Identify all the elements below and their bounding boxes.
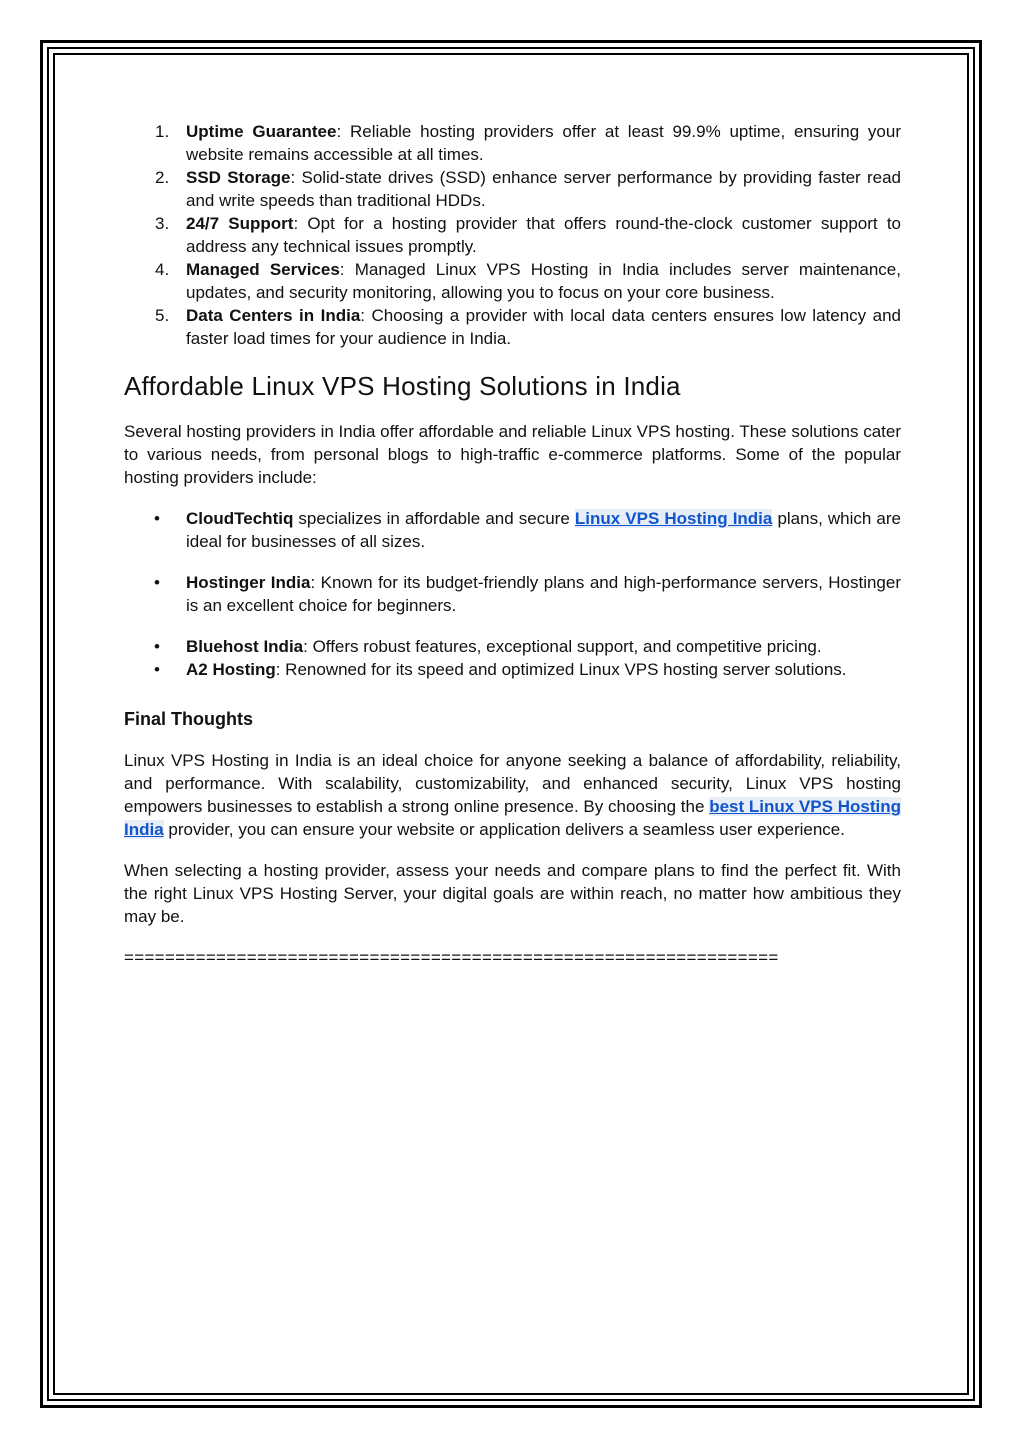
list-number: 1. [155, 122, 170, 141]
list-item [124, 304, 901, 350]
item-title: CloudTechtiq [186, 509, 294, 528]
list-item [124, 166, 901, 212]
best-linux-vps-hosting-india-link[interactable]: best Linux VPS Hosting India [124, 797, 901, 839]
item-title: A2 Hosting [186, 660, 276, 679]
item-text: Solid-state drives (SSD) enhance server performance by providing faster read and write speeds than traditional HDDs. [186, 168, 901, 210]
final-paragraph-1 [124, 749, 901, 841]
item-text: : Renowned for its speed and optimized Linux VPS hosting server solutions. [275, 660, 847, 679]
item-title: Uptime Guarantee [186, 122, 337, 141]
item-text: Choosing a provider with local data centers ensures low latency and faster load times for your audience in India. [186, 306, 901, 348]
item-separator: : [336, 122, 342, 141]
list-item [124, 212, 901, 258]
list-number: 2. [155, 168, 170, 187]
intro-paragraph: Several hosting providers in India offer affordable and reliable Linux VPS hosting. These solutions cater to various needs, from personal blogs to high-traffic e-commerce platforms. Some of the popular hosting providers include: [124, 422, 901, 487]
providers-bullet-list [124, 507, 901, 681]
list-item [124, 258, 901, 304]
section-heading: Affordable Linux VPS Hosting Solutions in India [124, 371, 681, 401]
item-title: Hostinger India [186, 573, 311, 592]
item-title: Bluehost India [186, 637, 304, 656]
item-text: : Offers robust features, exceptional support, and competitive pricing. [303, 637, 822, 656]
bullet-icon: • [154, 637, 160, 656]
features-numbered-list [124, 120, 901, 350]
linux-vps-hosting-india-link[interactable]: Linux VPS Hosting India [574, 509, 773, 528]
list-number: 3. [155, 214, 170, 233]
item-text: specializes in affordable and secure [293, 509, 575, 528]
list-number: 5. [155, 306, 170, 325]
list-item [124, 635, 901, 658]
list-item [124, 658, 901, 681]
list-item [124, 507, 901, 553]
final-thoughts-heading: Final Thoughts [124, 709, 253, 729]
separator-line: ================================================================ [124, 948, 779, 967]
paragraph-text: provider, you can ensure your website or application delivers a seamless user experience. [163, 820, 845, 839]
item-text: Opt for a hosting provider that offers round-the-clock customer support to address any technical issues promptly. [186, 214, 902, 256]
item-title: Managed Services [186, 260, 340, 279]
bullet-icon: • [154, 660, 160, 679]
item-title: SSD Storage [186, 168, 291, 187]
item-text: : Known for its budget-friendly plans and high-performance servers, Hostinger is an excellent choice for beginners. [186, 573, 901, 615]
list-item [124, 571, 901, 617]
bullet-icon: • [154, 573, 160, 592]
item-title: 24/7 Support [186, 214, 294, 233]
item-text: Managed Linux VPS Hosting in India includes server maintenance, updates, and security monitoring, allowing you to focus on your core business. [186, 260, 901, 302]
item-separator: : [360, 306, 366, 325]
item-text: Reliable hosting providers offer at least 99.9% uptime, ensuring your website remains accessible at all times. [186, 122, 901, 164]
list-item [124, 120, 901, 166]
document-content [124, 120, 901, 969]
item-text: plans, which are ideal for businesses of all sizes. [186, 509, 901, 551]
list-number: 4. [155, 260, 170, 279]
item-separator: : [293, 214, 299, 233]
final-paragraph-2: When selecting a hosting provider, assess your needs and compare plans to find the perfect fit. With the right Linux VPS Hosting Server, your digital goals are within reach, no matter how ambitious they may be. [124, 861, 901, 926]
item-title: Data Centers in India [186, 306, 361, 325]
item-separator: : [290, 168, 296, 187]
bullet-icon: • [154, 509, 160, 528]
paragraph-text: Linux VPS Hosting in India is an ideal choice for anyone seeking a balance of affordability, reliability, and performance. With scalability, customizability, and enhanced security, Linux VPS hosting empowers businesses to establish a strong online presence. By choosing the [124, 751, 901, 816]
item-separator: : [339, 260, 345, 279]
